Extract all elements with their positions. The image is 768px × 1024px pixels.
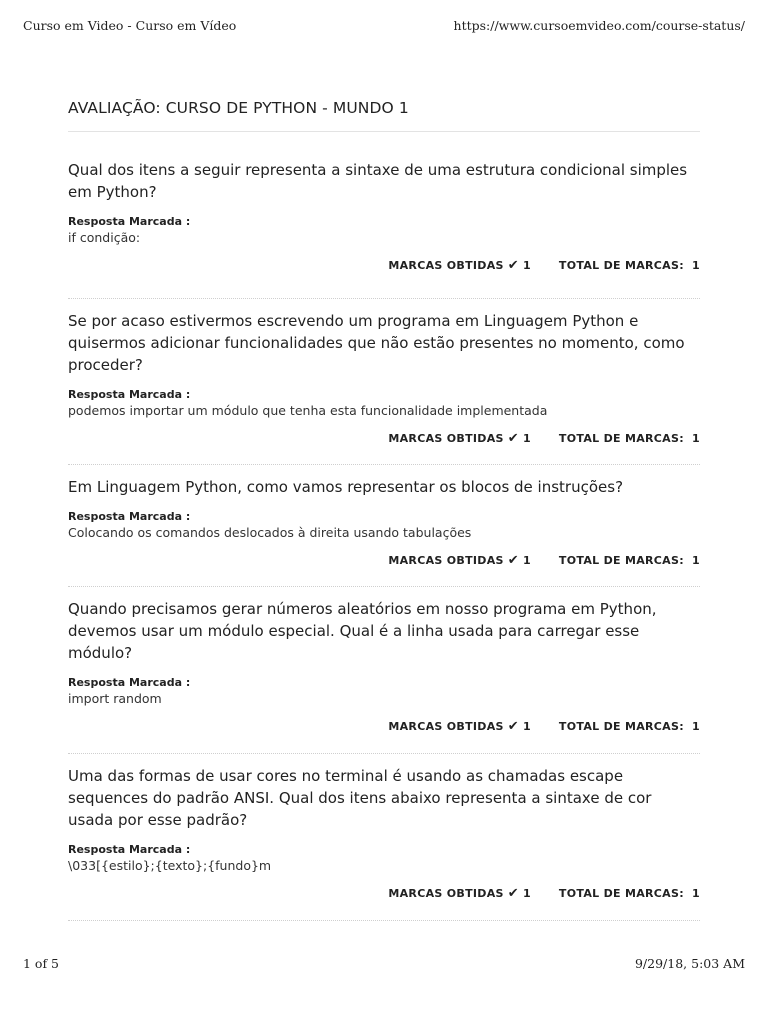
total-marks bbox=[559, 887, 700, 900]
marks-obtained-value: 1 bbox=[522, 431, 531, 445]
question-text: Qual dos itens a seguir representa a sintaxe de uma estrutura condicional simples em Python? bbox=[68, 161, 688, 201]
total-marks bbox=[559, 432, 700, 445]
question-item bbox=[68, 132, 700, 299]
answer-label: Resposta Marcada : bbox=[68, 215, 191, 228]
total-marks-label: TOTAL DE MARCAS: bbox=[558, 553, 684, 567]
check-icon: ✔ bbox=[507, 718, 519, 734]
total-marks-label: TOTAL DE MARCAS: bbox=[558, 886, 684, 900]
answer-text: import random bbox=[68, 691, 162, 706]
total-marks-value: 1 bbox=[692, 431, 700, 445]
answer-text: Colocando os comandos deslocados à direita usando tabulações bbox=[68, 525, 472, 540]
marks-obtained-label: MARCAS OBTIDAS bbox=[388, 886, 504, 900]
marks-row bbox=[68, 885, 700, 901]
marks-obtained bbox=[388, 258, 531, 273]
total-marks-value: 1 bbox=[692, 258, 700, 272]
marks-obtained-value: 1 bbox=[522, 258, 531, 272]
question-text: Se por acaso estivermos escrevendo um programa em Linguagem Python e quisermos adicionar funcionalidades que não estão presentes no momento, como proceder? bbox=[68, 312, 685, 374]
total-marks-label: TOTAL DE MARCAS: bbox=[558, 258, 684, 272]
marks-obtained bbox=[388, 431, 531, 446]
question-text: Uma das formas de usar cores no terminal é usando as chamadas escape sequences do padrão ANSI. Qual dos itens abaixo representa a sintaxe de cor usada por esse padrão? bbox=[68, 767, 652, 829]
marks-obtained-value: 1 bbox=[522, 719, 531, 733]
print-header-url: https://www.cursoemvideo.com/course-status/ bbox=[453, 18, 745, 33]
marks-obtained bbox=[388, 553, 531, 568]
marks-obtained bbox=[388, 886, 531, 901]
main-content bbox=[68, 96, 700, 921]
total-marks-value: 1 bbox=[692, 553, 700, 567]
answer-label: Resposta Marcada : bbox=[68, 843, 191, 856]
marks-obtained-label: MARCAS OBTIDAS bbox=[388, 719, 504, 733]
question-item bbox=[68, 465, 700, 587]
marks-obtained bbox=[388, 719, 531, 734]
total-marks-value: 1 bbox=[692, 886, 700, 900]
marks-row bbox=[68, 552, 700, 568]
question-item bbox=[68, 754, 700, 921]
check-icon: ✔ bbox=[507, 552, 519, 568]
marks-obtained-label: MARCAS OBTIDAS bbox=[388, 553, 504, 567]
total-marks-label: TOTAL DE MARCAS: bbox=[558, 719, 684, 733]
answer-text: podemos importar um módulo que tenha esta funcionalidade implementada bbox=[68, 403, 548, 418]
total-marks-value: 1 bbox=[692, 719, 700, 733]
answer-label: Resposta Marcada : bbox=[68, 388, 191, 401]
answer-label: Resposta Marcada : bbox=[68, 676, 191, 689]
question-item bbox=[68, 587, 700, 754]
check-icon: ✔ bbox=[507, 885, 519, 901]
check-icon: ✔ bbox=[507, 430, 519, 446]
question-text: Quando precisamos gerar números aleatórios em nosso programa em Python, devemos usar um módulo especial. Qual é a linha usada para carregar esse módulo? bbox=[68, 600, 657, 662]
marks-row bbox=[68, 257, 700, 273]
print-header-title: Curso em Video - Curso em Vídeo bbox=[23, 18, 237, 33]
print-datetime: 9/29/18, 5:03 AM bbox=[634, 956, 745, 971]
total-marks bbox=[559, 720, 700, 733]
question-item bbox=[68, 299, 700, 465]
marks-obtained-label: MARCAS OBTIDAS bbox=[388, 431, 504, 445]
check-icon: ✔ bbox=[507, 257, 519, 273]
total-marks bbox=[559, 554, 700, 567]
marks-row bbox=[68, 718, 700, 734]
print-footer bbox=[23, 956, 745, 976]
page-number: 1 of 5 bbox=[23, 956, 60, 971]
page-title: AVALIAÇÃO: CURSO DE PYTHON - MUNDO 1 bbox=[68, 96, 700, 132]
marks-obtained-label: MARCAS OBTIDAS bbox=[388, 258, 504, 272]
marks-obtained-value: 1 bbox=[522, 886, 531, 900]
print-header bbox=[23, 18, 745, 38]
answer-label: Resposta Marcada : bbox=[68, 510, 191, 523]
marks-row bbox=[68, 430, 700, 446]
question-text: Em Linguagem Python, como vamos representar os blocos de instruções? bbox=[68, 478, 624, 496]
answer-text: \033[{estilo};{texto};{fundo}m bbox=[68, 858, 272, 873]
total-marks-label: TOTAL DE MARCAS: bbox=[558, 431, 684, 445]
answer-text: if condição: bbox=[68, 230, 141, 245]
marks-obtained-value: 1 bbox=[522, 553, 531, 567]
total-marks bbox=[559, 259, 700, 272]
